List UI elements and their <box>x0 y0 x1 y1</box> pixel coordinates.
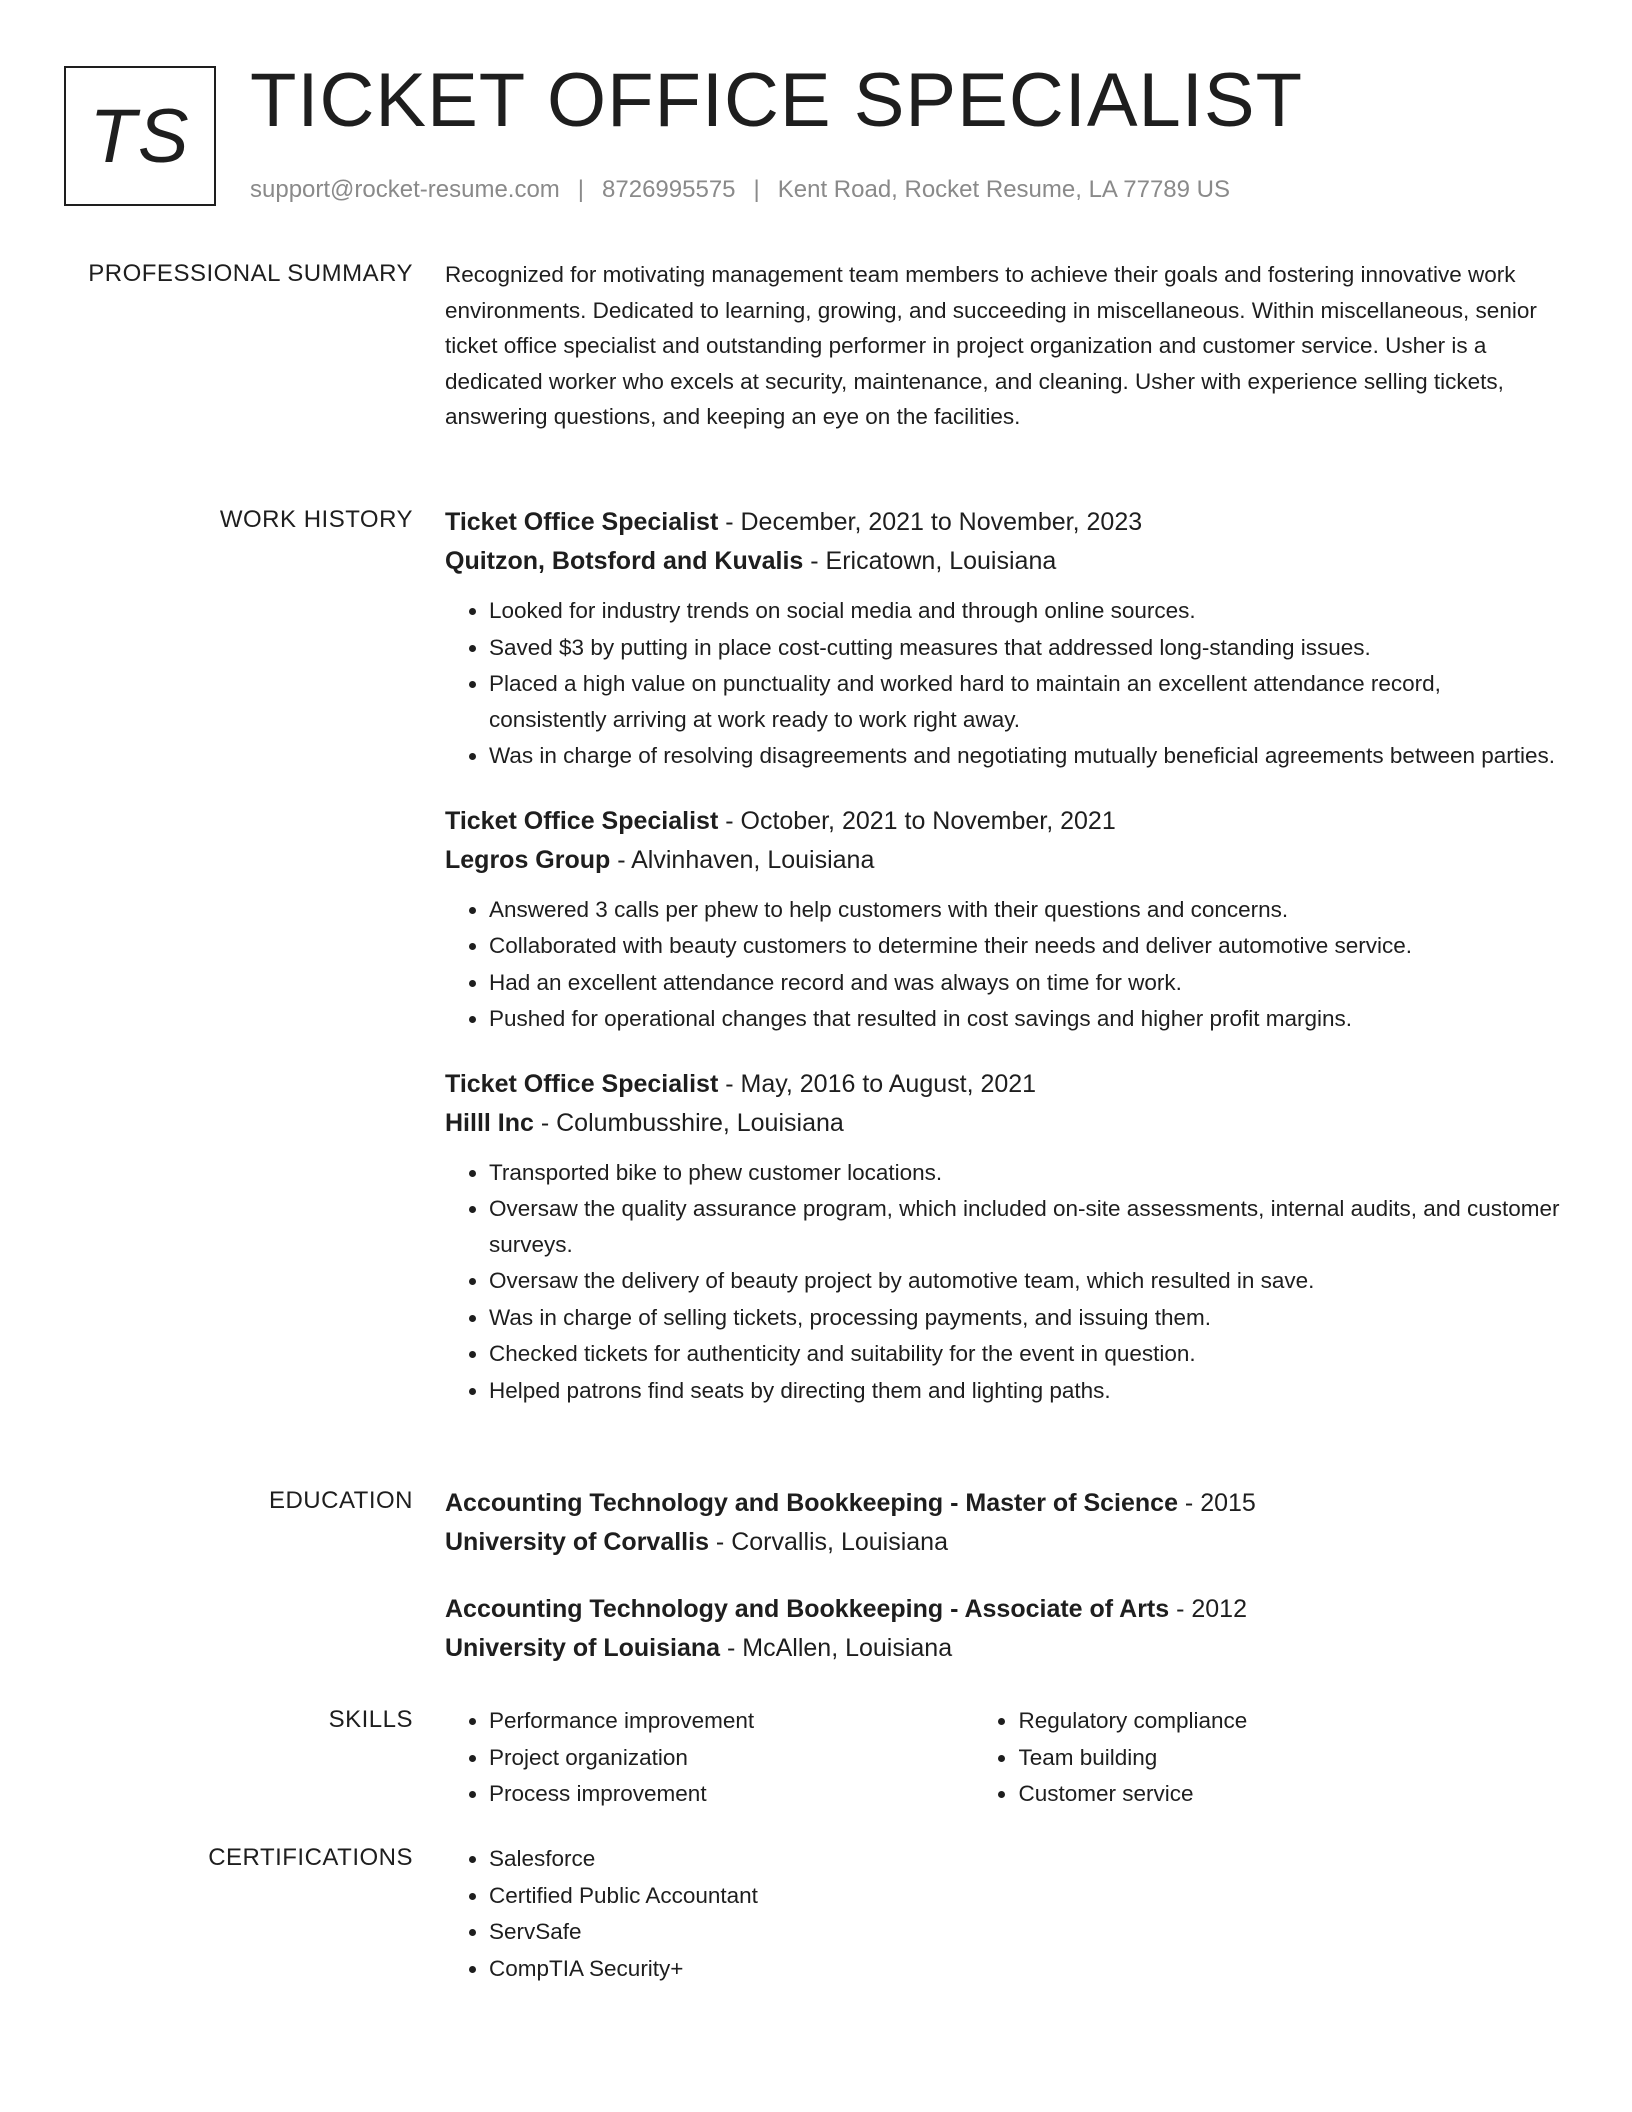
job-bullets <box>445 892 1560 1037</box>
job-title-line <box>445 1065 1560 1104</box>
contact-email: support@rocket-resume.com <box>250 176 560 203</box>
certification-item: • Salesforce <box>489 1841 1560 1877</box>
job-bullet: • Transported bike to phew customer locations. <box>489 1155 1560 1191</box>
education-degree-line <box>445 1590 1560 1629</box>
skill-item: • Team building <box>1018 1740 1560 1776</box>
job-company-line <box>445 841 1560 880</box>
section-label-summary: PROFESSIONAL SUMMARY <box>88 260 413 287</box>
education-location: - Corvallis, Louisiana <box>708 1528 948 1556</box>
skill-item: • Project organization <box>489 1740 974 1776</box>
education-year: - 2012 <box>1169 1595 1247 1623</box>
monogram-initials: TS <box>64 66 216 206</box>
skills-list <box>445 1703 974 1813</box>
resume-title: TICKET OFFICE SPECIALIST <box>250 58 1304 143</box>
contact-phone: 8726995575 <box>602 176 736 203</box>
job-title-line <box>445 503 1560 542</box>
job-title: Ticket Office Specialist <box>445 508 719 536</box>
job-dates: - October, 2021 to November, 2021 <box>718 806 1116 835</box>
job-bullet: • Collaborated with beauty customers to determine their needs and deliver automotive service. <box>489 928 1560 964</box>
job-bullet: • Helped patrons find seats by directing them and lighting paths. <box>489 1373 1560 1409</box>
job-company-line <box>445 1104 1560 1143</box>
certification-item: • Certified Public Accountant <box>489 1878 1560 1914</box>
job-company: Legros Group <box>445 845 611 874</box>
section-label-skills: SKILLS <box>328 1706 413 1733</box>
education-degree: Accounting Technology and Bookkeeping - Associate of Arts <box>445 1595 1170 1623</box>
education-degree: Accounting Technology and Bookkeeping - Master of Science <box>445 1489 1178 1517</box>
job-title: Ticket Office Specialist <box>445 1069 719 1098</box>
education-entry <box>445 1590 1560 1668</box>
section-label-education: EDUCATION <box>268 1487 413 1514</box>
section-label-certifications: CERTIFICATIONS <box>208 1844 413 1871</box>
job-title-line <box>445 802 1560 841</box>
skill-item: • Customer service <box>1018 1776 1560 1812</box>
job-bullet: • Oversaw the delivery of beauty project by automotive team, which resulted in save. <box>489 1263 1560 1299</box>
job-entry <box>445 503 1560 774</box>
job-bullet: • Saved $3 by putting in place cost-cutting measures that addressed long-standing issues. <box>489 630 1560 666</box>
certifications-list <box>445 1841 1560 1986</box>
job-bullet: • Pushed for operational changes that resulted in cost savings and higher profit margins. <box>489 1001 1560 1037</box>
job-bullet: • Was in charge of resolving disagreements and negotiating mutually beneficial agreements between parties. <box>489 738 1560 774</box>
job-bullet: • Was in charge of selling tickets, processing payments, and issuing them. <box>489 1300 1560 1336</box>
certification-item: • ServSafe <box>489 1914 1560 1950</box>
job-bullets <box>445 1155 1560 1409</box>
education-school-line <box>445 1523 1560 1562</box>
contact-line <box>250 174 1230 206</box>
education-entry <box>445 1484 1560 1562</box>
job-entry <box>445 1065 1560 1409</box>
job-bullet: • Answered 3 calls per phew to help customers with their questions and concerns. <box>489 892 1560 928</box>
job-bullet: • Looked for industry trends on social media and through online sources. <box>489 593 1560 629</box>
job-bullet: • Oversaw the quality assurance program, which included on-site assessments, internal audits, and customer surveys. <box>489 1191 1560 1262</box>
job-company-line <box>445 542 1560 581</box>
job-title: Ticket Office Specialist <box>445 806 719 835</box>
job-bullets <box>445 593 1560 774</box>
education-school: University of Corvallis <box>445 1528 709 1556</box>
job-entry <box>445 802 1560 1037</box>
job-location: - Alvinhaven, Louisiana <box>610 845 875 874</box>
job-location: - Columbusshire, Louisiana <box>533 1108 844 1137</box>
skills-list <box>974 1703 1560 1813</box>
education-location: - McAllen, Louisiana <box>720 1634 953 1662</box>
education-school: University of Louisiana <box>445 1634 721 1662</box>
education-school-line <box>445 1629 1560 1668</box>
job-bullet: • Placed a high value on punctuality and worked hard to maintain an excellent attendance record, consistently arriving at work ready to work right away. <box>489 666 1560 737</box>
contact-separator: | <box>753 176 760 203</box>
education-degree-line <box>445 1484 1560 1523</box>
contact-separator: | <box>577 176 585 203</box>
job-dates: - May, 2016 to August, 2021 <box>718 1069 1037 1098</box>
contact-address: Kent Road, Rocket Resume, LA 77789 US <box>777 176 1231 203</box>
job-company: Quitzon, Botsford and Kuvalis <box>445 547 804 575</box>
skill-item: • Regulatory compliance <box>1018 1703 1560 1739</box>
skill-item: • Process improvement <box>489 1776 974 1812</box>
education-year: - 2015 <box>1177 1489 1256 1517</box>
summary-text: Recognized for motivating management team members to achieve their goals and fostering innovative work environments. Dedicated to learning, growing, and succeeding in miscellaneous. Within miscellaneous, senior ticket office specialist and outstanding performer in project organization and customer service. Usher is a dedicated worker who excels at security, maintenance, and cleaning. Usher with experience selling tickets, answering questions, and keeping an eye on the facilities. <box>445 262 1537 429</box>
skill-item: • Performance improvement <box>489 1703 974 1739</box>
job-bullet: • Checked tickets for authenticity and suitability for the event in question. <box>489 1336 1560 1372</box>
section-label-work-history: WORK HISTORY <box>219 506 413 533</box>
job-location: - Ericatown, Louisiana <box>803 547 1057 575</box>
job-dates: - December, 2021 to November, 2023 <box>718 508 1143 536</box>
job-bullet: • Had an excellent attendance record and was always on time for work. <box>489 965 1560 1001</box>
certification-item: • CompTIA Security+ <box>489 1951 1560 1987</box>
job-company: Hilll Inc <box>445 1108 534 1137</box>
